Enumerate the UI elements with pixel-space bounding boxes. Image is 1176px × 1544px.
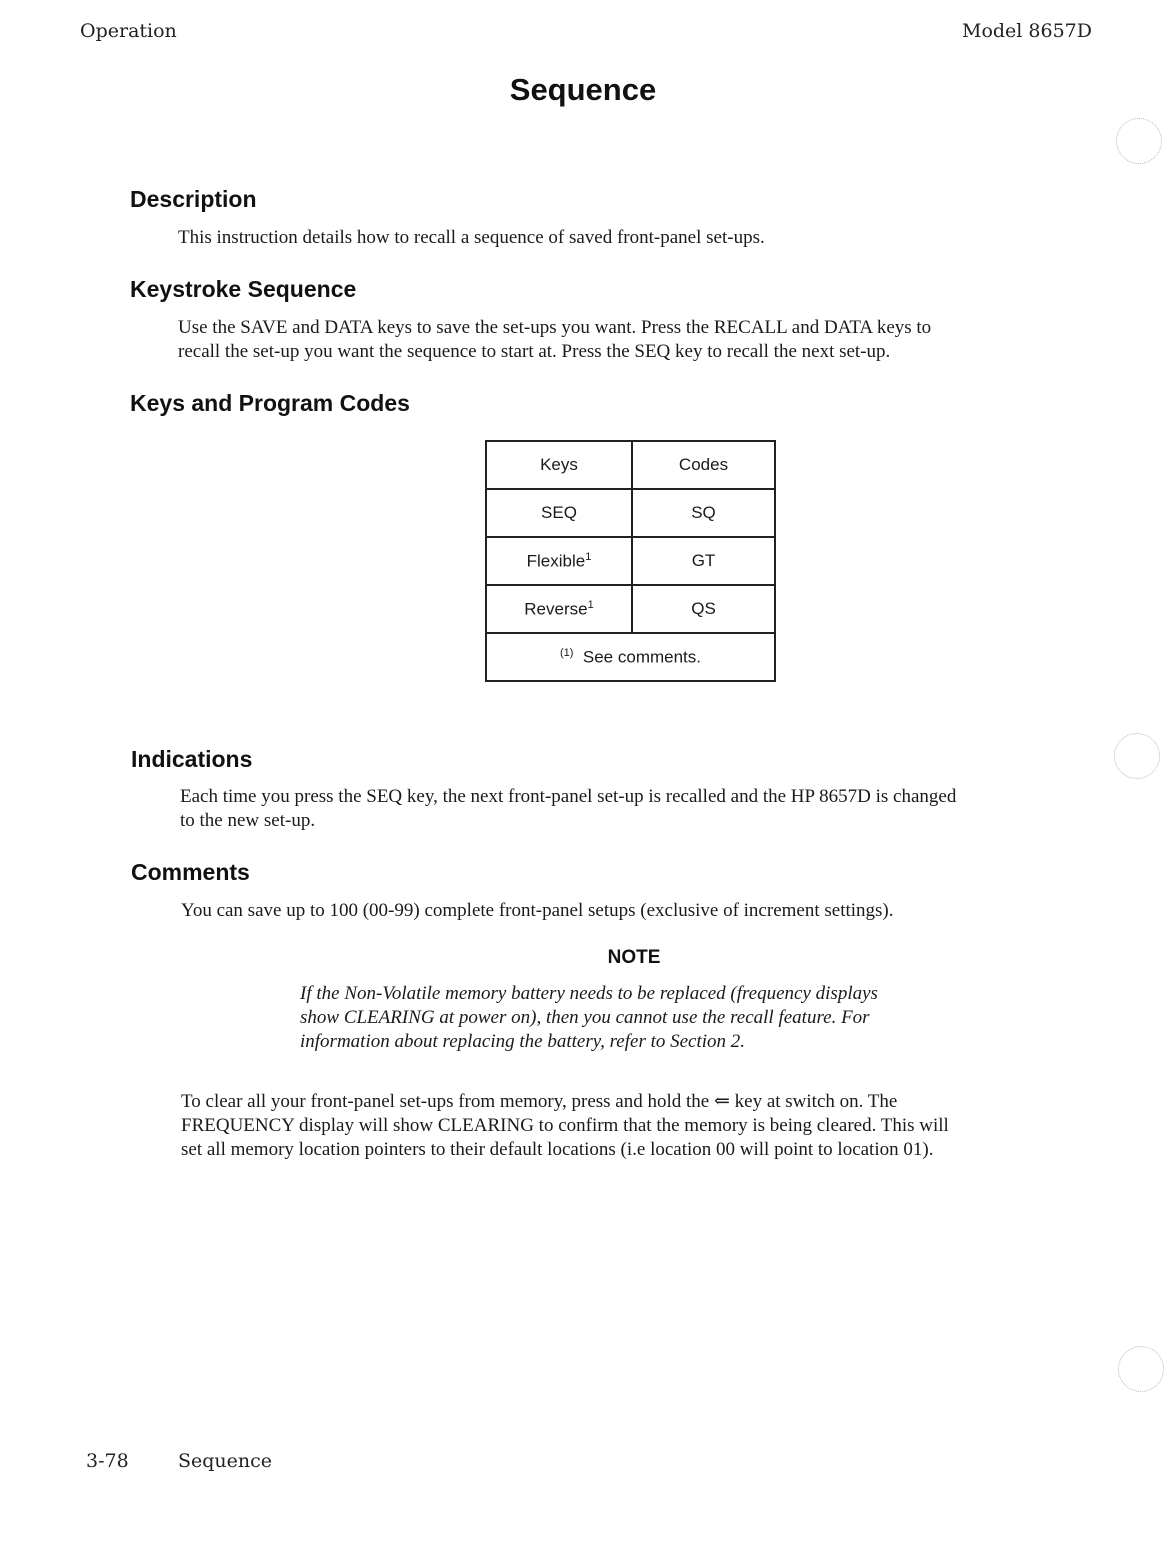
clear-line-3: set all memory location pointers to their default locations (i.e location 00 will point to location 01). bbox=[181, 1139, 934, 1160]
keys-codes-heading: Keys and Program Codes bbox=[130, 390, 410, 416]
code-cell: SQ bbox=[632, 489, 775, 537]
description-heading: Description bbox=[130, 186, 257, 212]
column-header-keys: Keys bbox=[486, 441, 632, 489]
comments-text: You can save up to 100 (00-99) complete front-panel setups (exclusive of increment settings). bbox=[181, 900, 894, 921]
note-line-3: information about replacing the battery, refer to Section 2. bbox=[300, 1031, 746, 1052]
indications-line-2: to the new set-up. bbox=[180, 810, 316, 831]
clear-line-1: To clear all your front-panel set-ups from memory, press and hold the ⇐ key at switch on. The bbox=[181, 1091, 898, 1112]
table-footnote-row bbox=[486, 633, 775, 681]
footnote-text: See comments. bbox=[582, 647, 701, 667]
keystroke-line-1: Use the SAVE and DATA keys to save the set-ups you want. Press the RECALL and DATA keys to bbox=[178, 317, 932, 338]
note-heading: NOTE bbox=[607, 947, 661, 968]
footnote-ref: 1 bbox=[585, 550, 592, 563]
key-cell: SEQ bbox=[486, 489, 632, 537]
table-header-row bbox=[486, 441, 775, 489]
description-text: This instruction details how to recall a sequence of saved front-panel set-ups. bbox=[178, 227, 765, 248]
page-title: Sequence bbox=[509, 72, 657, 107]
table-footnote bbox=[486, 633, 775, 681]
page-number: 3-78 bbox=[86, 1450, 129, 1472]
indications-heading: Indications bbox=[131, 746, 253, 772]
comments-heading: Comments bbox=[131, 859, 250, 885]
column-header-codes: Codes bbox=[632, 441, 775, 489]
running-header-right: Model 8657D bbox=[962, 20, 1093, 42]
clear-line-2: FREQUENCY display will show CLEARING to confirm that the memory is being cleared. This will bbox=[181, 1115, 949, 1136]
punch-hole-bottom bbox=[1118, 1346, 1164, 1392]
punch-hole-middle bbox=[1114, 733, 1160, 779]
table-row bbox=[486, 585, 775, 633]
code-cell: QS bbox=[632, 585, 775, 633]
footnote-ref: 1 bbox=[587, 598, 594, 611]
punch-hole-top bbox=[1116, 118, 1162, 164]
keystroke-heading: Keystroke Sequence bbox=[130, 276, 357, 302]
note-line-1: If the Non-Volatile memory battery needs to be replaced (frequency displays bbox=[300, 983, 878, 1004]
note-line-2: show CLEARING at power on), then you cannot use the recall feature. For bbox=[300, 1007, 870, 1028]
footer-label: Sequence bbox=[178, 1450, 273, 1472]
table-row bbox=[486, 537, 775, 585]
table-row bbox=[486, 489, 775, 537]
keystroke-line-2: recall the set-up you want the sequence to start at. Press the SEQ key to recall the next set-up. bbox=[178, 341, 891, 362]
key-cell: Reverse$^1$ bbox=[486, 585, 632, 633]
footnote-mark: (1) bbox=[559, 646, 574, 659]
key-cell: Flexible$^1$ bbox=[486, 537, 632, 585]
running-header-left: Operation bbox=[80, 20, 177, 42]
code-cell: GT bbox=[632, 537, 775, 585]
keys-codes-table bbox=[485, 440, 776, 682]
indications-line-1: Each time you press the SEQ key, the next front-panel set-up is recalled and the HP 8657D is changed bbox=[180, 786, 957, 807]
